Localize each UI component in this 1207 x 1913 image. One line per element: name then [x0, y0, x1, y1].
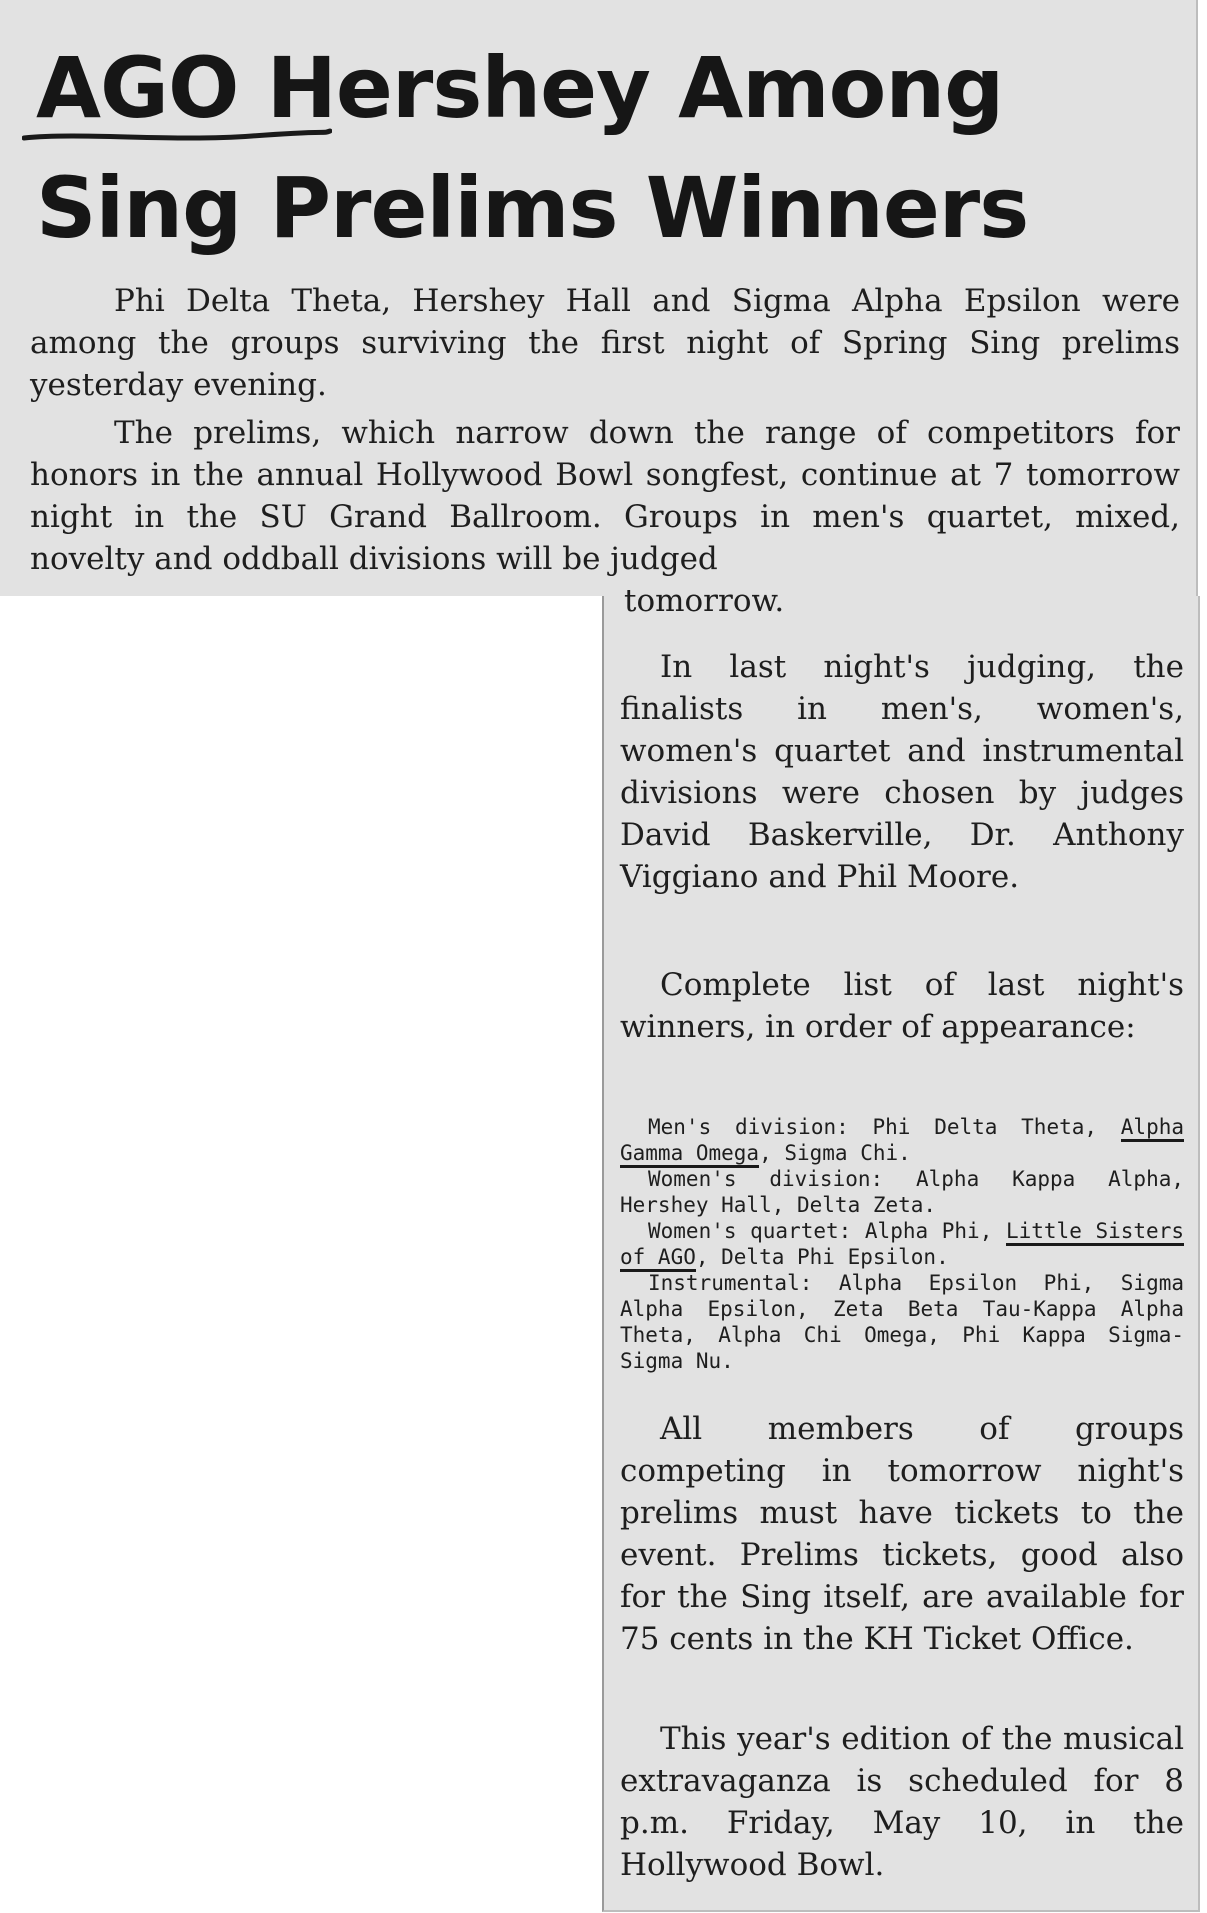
article-paragraph-2: The prelims, which narrow down the range of competitors for honors in the annual Hollywood Bowl songfest, continue at 7 tomorrow night in the SU Grand Ballroom. Groups in men's quartet, mixed, novelty and oddball divisions will be judged: [30, 415, 1180, 577]
headline-line-1: [36, 39, 1004, 137]
ink-underline-mark: [22, 128, 332, 144]
winners-mens-division: Men's division: Phi Delta Theta, Alpha Gamma Omega, Sigma Chi.: [620, 1114, 1184, 1166]
headline-line-1-rest: Hershey Among: [238, 39, 1004, 137]
winners-list: [620, 1114, 1184, 1374]
article-paragraph-6: All members of groups competing in tomorrow night's prelims must have tickets to the event. Prelims tickets, good also for the Sing itself, are available for 75 cents in the KH Ticket Office.: [620, 1411, 1184, 1657]
headline-line-2: Sing Prelims Winners: [36, 159, 1029, 257]
winners-womens-quartet: Women's quartet: Alpha Phi, Little Sisters of AGO, Delta Phi Epsilon.: [620, 1218, 1184, 1270]
winners-underlined-alpha-gamma-omega: Alpha Gamma Omega: [620, 1115, 1184, 1168]
article-paragraph-2-continued: tomorrow.: [624, 583, 785, 619]
article-paragraph-4: Complete list of last night's winners, in order of appearance:: [620, 967, 1184, 1045]
winners-instrumental: Instrumental: Alpha Epsilon Phi, Sigma Alpha Epsilon, Zeta Beta Tau-Kappa Alpha Theta, Alpha Chi Omega, Phi Kappa Sigma-Sigma Nu.: [620, 1271, 1184, 1373]
article-paragraph-3: In last night's judging, the finalists in men's, women's, women's quartet and instrumental divisions were chosen by judges David Baskerville, Dr. Anthony Viggiano and Phil Moore.: [620, 649, 1184, 895]
article-paragraph-7: This year's edition of the musical extravaganza is scheduled for 8 p.m. Friday, May 10, in the Hollywood Bowl.: [620, 1721, 1184, 1883]
article-paragraph-1: Phi Delta Theta, Hershey Hall and Sigma Alpha Epsilon were among the groups surviving the first night of Spring Sing prelims yesterday evening.: [30, 283, 1180, 403]
headline-ago: AGO: [36, 39, 239, 137]
winners-underlined-little-sisters: Little Sisters of AGO: [620, 1219, 1184, 1272]
winners-womens-division: Women's division: Alpha Kappa Alpha, Hershey Hall, Delta Zeta.: [620, 1167, 1184, 1217]
